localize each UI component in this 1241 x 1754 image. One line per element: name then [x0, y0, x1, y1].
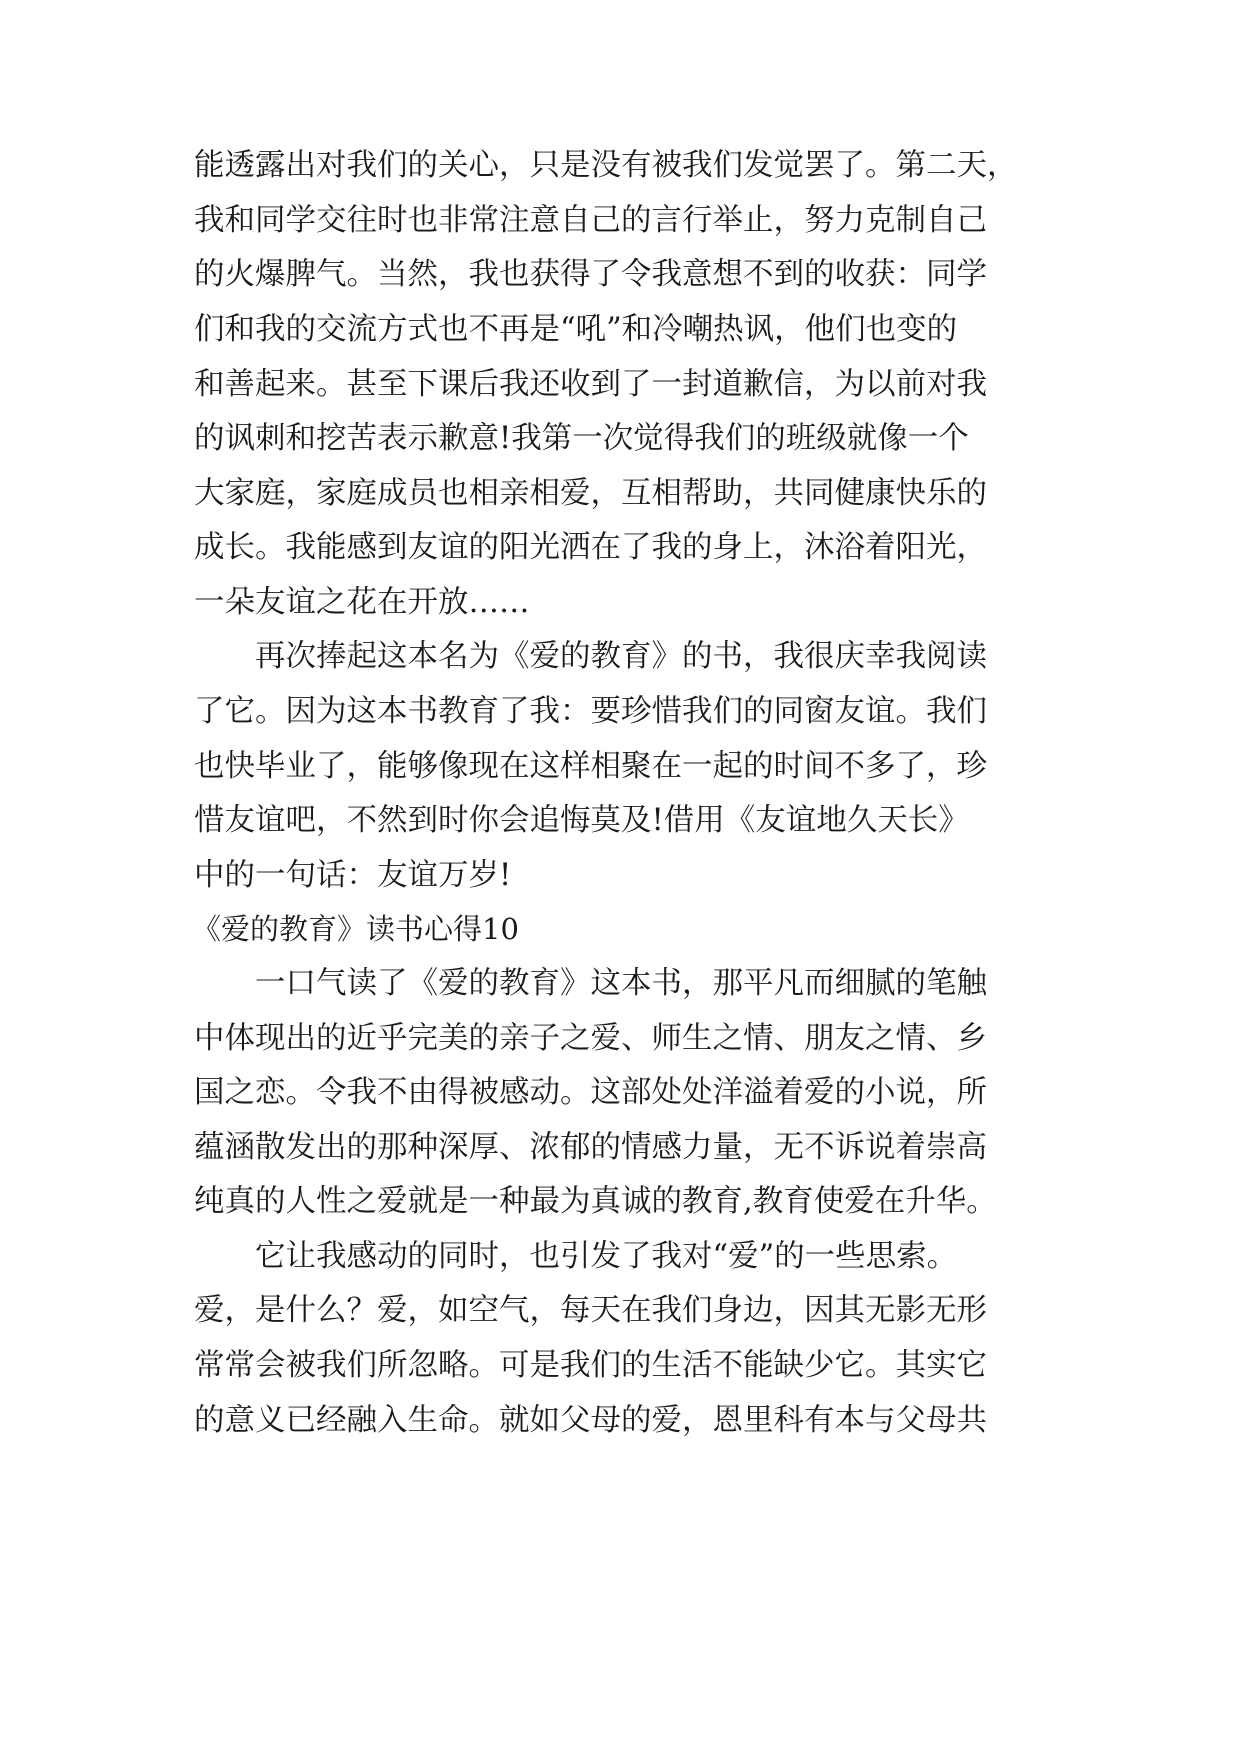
paragraph-line: 蕴涵散发出的那种深厚、浓郁的情感力量，无不诉说着崇高 [194, 1130, 987, 1165]
paragraph-line: 常常会被我们所忽略。可是我们的生活不能缺少它。其实它 [194, 1348, 987, 1383]
paragraph-line: 成长。我能感到友谊的阳光洒在了我的身上，沐浴着阳光， [194, 530, 987, 565]
paragraph-line: 和善起来。甚至下课后我还收到了一封道歉信，为以前对我 [194, 367, 987, 402]
paragraph-line: 中的一句话：友谊万岁! [194, 858, 512, 893]
paragraph-line: 们和我的交流方式也不再是“吼”和冷嘲热讽，他们也变的 [194, 312, 958, 347]
paragraph-line: 一朵友谊之花在开放…… [194, 585, 530, 620]
paragraph-line: 的讽刺和挖苦表示歉意!我第一次觉得我们的班级就像一个 [194, 421, 969, 456]
paragraph-line: 爱，是什么？爱，如空气，每天在我们身边，因其无影无形 [194, 1293, 987, 1328]
paragraph-line: 国之恋。令我不由得被感动。这部处处洋溢着爱的小说，所 [194, 1075, 987, 1110]
paragraph-line: 一口气读了《爱的教育》这本书，那平凡而细腻的笔触 [255, 966, 987, 1001]
paragraph-line: 能透露出对我们的关心，只是没有被我们发觉罢了。第二天， [194, 148, 1018, 183]
paragraph-line: 也快毕业了，能够像现在这样相聚在一起的时间不多了，珍 [194, 749, 987, 784]
paragraph-line: 再次捧起这本名为《爱的教育》的书，我很庆幸我阅读 [255, 639, 987, 674]
section-heading: 《爱的教育》读书心得10 [192, 912, 519, 946]
paragraph-line: 的火爆脾气。当然，我也获得了令我意想不到的收获：同学 [194, 257, 987, 292]
paragraph-line: 纯真的人性之爱就是一种最为真诚的教育,教育使爱在升华。 [194, 1184, 997, 1219]
paragraph-line: 它让我感动的同时，也引发了我对“爱”的一些思索。 [255, 1239, 958, 1274]
paragraph-line: 大家庭，家庭成员也相亲相爱，互相帮助，共同健康快乐的 [194, 476, 987, 511]
paragraph-line: 惜友谊吧，不然到时你会追悔莫及!借用《友谊地久天长》 [194, 803, 969, 838]
paragraph-line: 的意义已经融入生命。就如父母的爱，恩里科有本与父母共 [194, 1403, 987, 1438]
paragraph-line: 中体现出的近乎完美的亲子之爱、师生之情、朋友之情、乡 [194, 1021, 987, 1056]
paragraph-line: 我和同学交往时也非常注意自己的言行举止，努力克制自己 [194, 203, 987, 238]
paragraph-line: 了它。因为这本书教育了我：要珍惜我们的同窗友谊。我们 [194, 694, 987, 729]
